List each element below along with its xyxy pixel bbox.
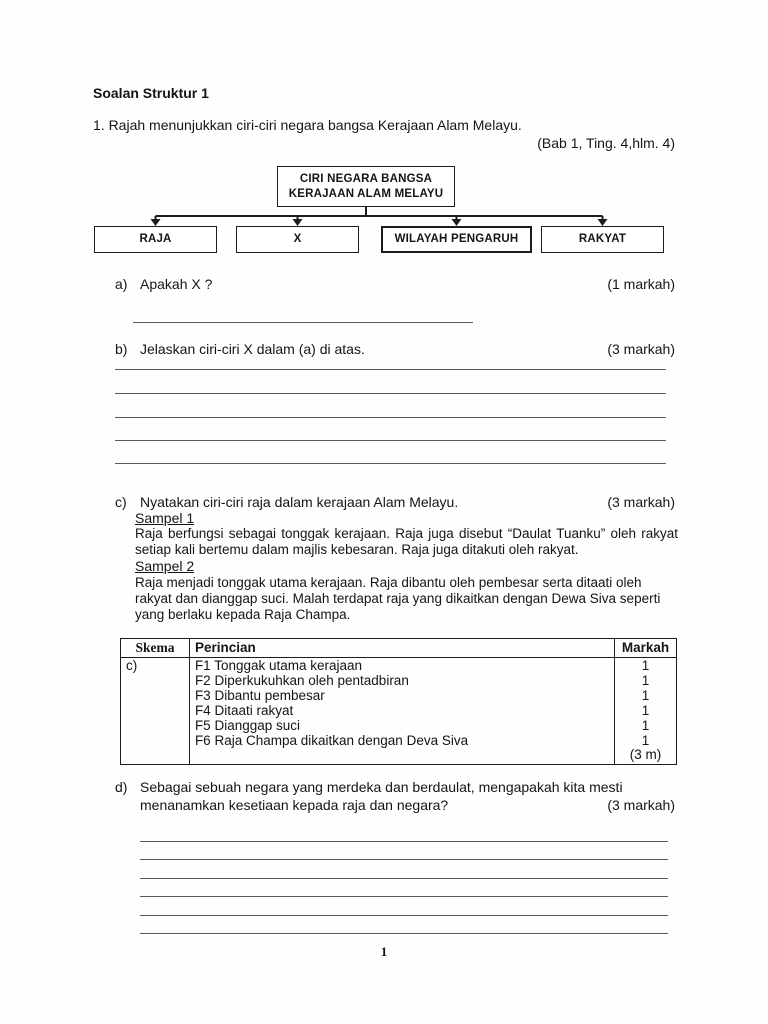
question-a-marks: (1 markah)	[607, 276, 675, 292]
answer-line	[140, 878, 668, 879]
question-c-marks: (3 markah)	[607, 494, 675, 510]
arrow-down-icon	[293, 219, 303, 226]
diagram-root-box	[277, 166, 455, 207]
diagram-box-x: X	[236, 226, 359, 253]
header-perincian: Perincian	[189, 639, 614, 658]
header-skema: Skema	[121, 639, 190, 658]
header-markah: Markah	[615, 639, 677, 658]
sample2-text: Raja menjadi tonggak utama kerajaan. Raja dibantu oleh pembesar serta ditaati oleh rakyat dan dianggap suci. Malah terdapat raja yang dikaitkan dengan Dewa Siva seperti yang berlaku kepada Raja Champa.	[135, 575, 661, 622]
answer-line	[115, 393, 666, 394]
sample1-heading: Sampel 1	[135, 510, 195, 526]
perincian-item: F4 Ditaati rakyat	[194, 702, 294, 718]
question-a-text: Apakah X ?	[140, 276, 213, 292]
question-d-marks: (3 markah)	[607, 797, 675, 813]
answer-line	[115, 440, 666, 441]
answer-line	[140, 896, 668, 897]
sample2-heading: Sampel 2	[135, 558, 195, 574]
answer-line	[140, 933, 668, 934]
question-a-label: a)	[115, 276, 128, 292]
diagram-box-wilayah-pengaruh: WILAYAH PENGARUH	[381, 226, 532, 253]
question-d-text: Sebagai sebuah negara yang merdeka dan berdaulat, mengapakah kita mesti menanamkan kesetiaan kepada raja dan negara?	[140, 779, 623, 813]
perincian-item: F5 Dianggap suci	[194, 717, 300, 733]
cell-markah	[615, 658, 677, 765]
markah-value: 1	[641, 702, 650, 718]
chapter-reference: (Bab 1, Ting. 4,hlm. 4)	[537, 135, 675, 151]
question-a-row	[115, 276, 675, 292]
answer-line	[133, 322, 473, 323]
sample1-text: Raja berfungsi sebagai tonggak kerajaan. Raja juga disebut “Daulat Tuanku” oleh rakyat setiap kali bertemu dalam majlis kebesaran. Raja juga ditakuti oleh rakyat.	[135, 526, 678, 557]
markah-value: 1	[641, 687, 650, 703]
arrow-down-icon	[151, 219, 161, 226]
question-d-row	[115, 779, 675, 814]
question-b-text: Jelaskan ciri-ciri X dalam (a) di atas.	[140, 341, 365, 357]
marking-scheme-table	[120, 638, 677, 765]
answer-line	[115, 417, 666, 418]
perincian-item: F3 Dibantu pembesar	[194, 687, 325, 703]
question-d-label: d)	[115, 779, 128, 795]
answer-line	[115, 369, 666, 370]
perincian-item: F1 Tonggak utama kerajaan	[194, 658, 363, 673]
diagram-root-line2: KERAJAAN ALAM MELAYU	[288, 187, 444, 200]
answer-line	[140, 915, 668, 916]
question-intro: 1. Rajah menunjukkan ciri-ciri negara bangsa Kerajaan Alam Melayu.	[93, 117, 522, 133]
perincian-item: F2 Diperkukuhkan oleh pentadbiran	[194, 672, 409, 688]
answer-line	[140, 859, 668, 860]
answer-line	[140, 841, 668, 842]
diagram-box-raja: RAJA	[94, 226, 217, 253]
cell-perincian	[189, 658, 614, 765]
answer-line	[115, 463, 666, 464]
markah-value: 1	[641, 658, 650, 673]
question-b-row	[115, 341, 675, 357]
question-c-text: Nyatakan ciri-ciri raja dalam kerajaan Alam Melayu.	[140, 494, 459, 510]
page-number: 1	[380, 944, 388, 959]
markah-value: 1	[641, 672, 650, 688]
table-row	[121, 658, 677, 765]
diagram-box-rakyat: RAKYAT	[541, 226, 664, 253]
markah-value: 1	[641, 717, 650, 733]
markah-total: (3 m)	[629, 747, 662, 763]
cell-skema: c)	[121, 658, 190, 765]
perincian-item: F6 Raja Champa dikaitkan dengan Deva Siva	[194, 732, 469, 748]
section-title: Soalan Struktur 1	[93, 85, 209, 101]
question-b-marks: (3 markah)	[607, 341, 675, 357]
markah-value: 1	[641, 732, 650, 748]
question-c-row	[115, 494, 675, 510]
concept-diagram	[93, 160, 675, 256]
table-header-row	[121, 639, 677, 658]
diagram-root-line1: CIRI NEGARA BANGSA	[299, 172, 433, 185]
question-b-label: b)	[115, 341, 128, 357]
arrow-down-icon	[598, 219, 608, 226]
question-c-label: c)	[115, 494, 127, 510]
arrow-down-icon	[452, 219, 462, 226]
